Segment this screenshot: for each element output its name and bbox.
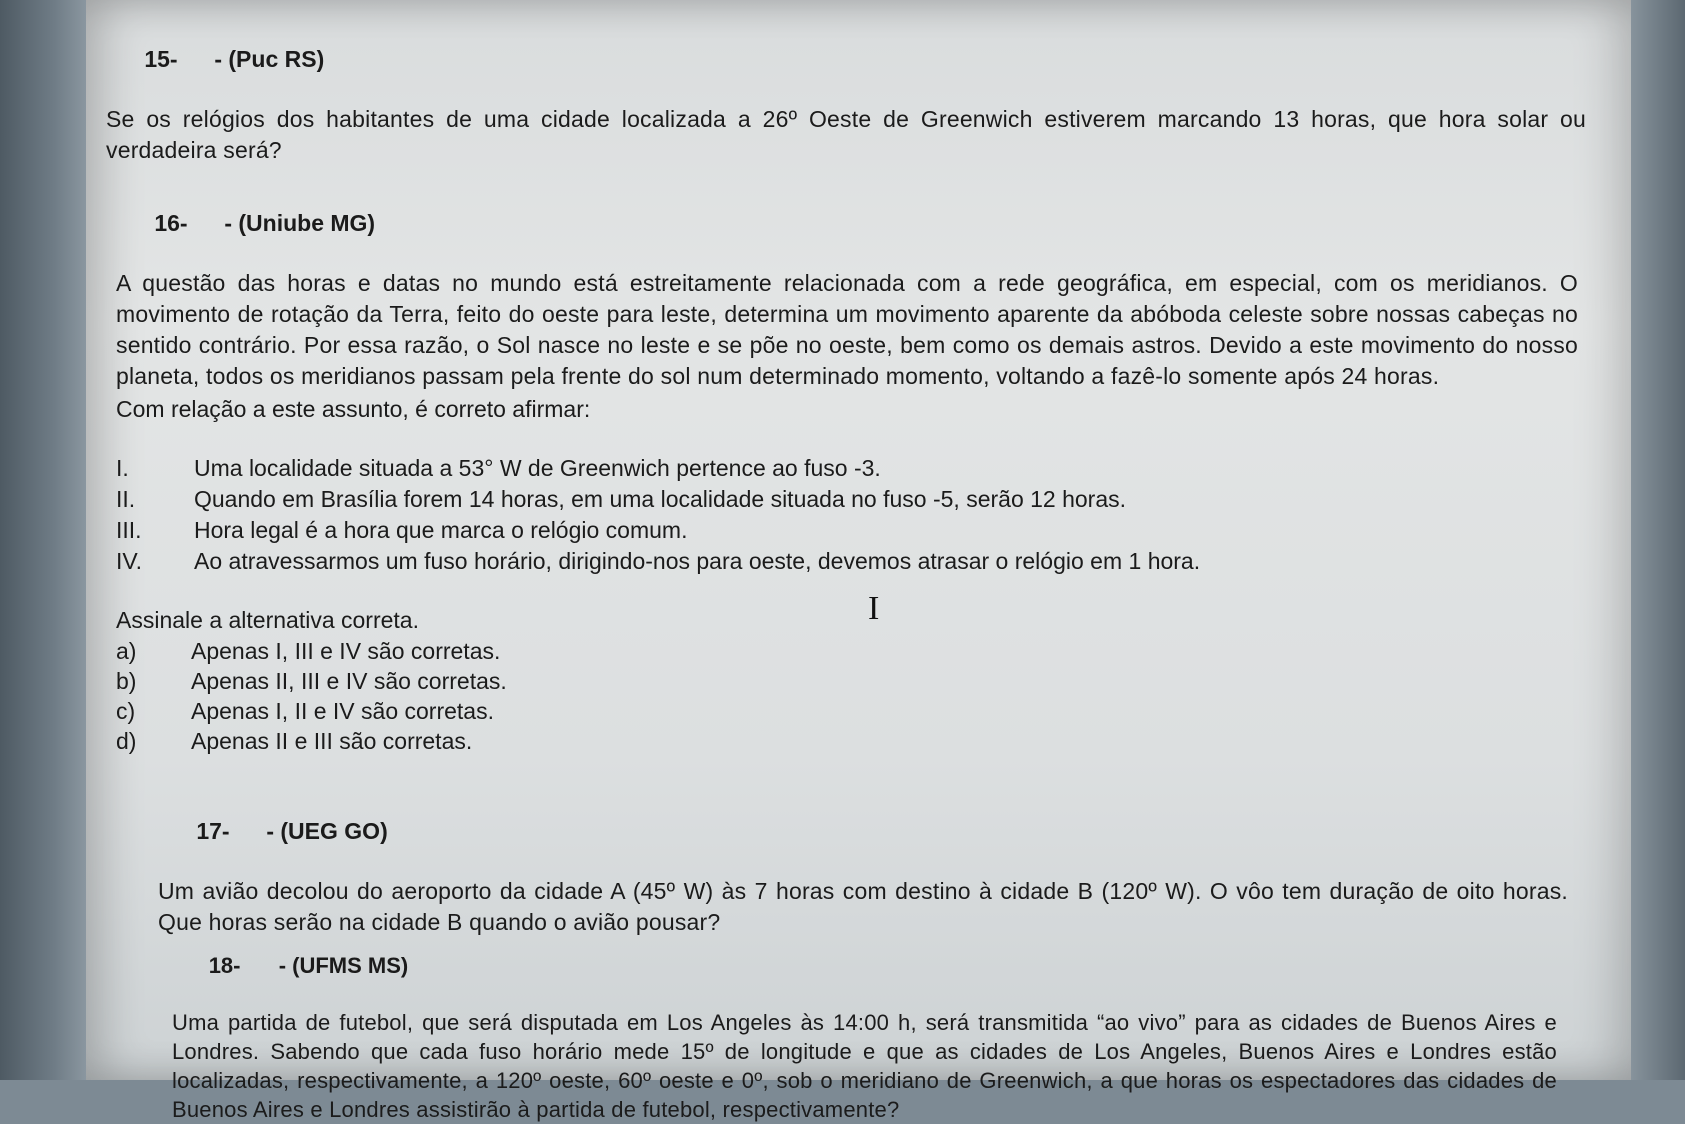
question-source: - (UFMS MS) — [278, 953, 409, 978]
question-number: 16- — [154, 210, 188, 236]
option-letter: d) — [116, 728, 137, 754]
option-text: Apenas II, III e IV são corretas. — [191, 668, 507, 694]
question-number: 17- — [196, 818, 230, 844]
answer-option — [116, 696, 1578, 726]
option-letter: b) — [116, 668, 137, 694]
monitor-bezel-right — [1625, 0, 1685, 1080]
question-source: - (Puc RS) — [214, 46, 325, 72]
monitor-bezel-left — [0, 0, 90, 1080]
question-instruction: Assinale a alternativa correta. — [116, 607, 419, 633]
question-text: Um avião decolou do aeroporto da cidade A (45º W) às 7 horas com destino à cidade B (120º W). O vôo tem duração de oito horas. Que horas serão na cidade B quando o avião pousar? — [158, 878, 1568, 935]
statement-item — [116, 546, 1578, 577]
question-15 — [106, 14, 1586, 166]
question-source: - (Uniube MG) — [224, 210, 376, 236]
statement-item — [116, 484, 1578, 515]
answer-option — [116, 666, 1578, 696]
option-text: Apenas II e III são corretas. — [191, 728, 473, 754]
answer-option — [116, 636, 1578, 666]
statement-text: Uma localidade situada a 53° W de Greenwich pertence ao fuso -3. — [194, 455, 881, 481]
question-header — [158, 786, 1568, 876]
text-cursor-icon: I — [868, 590, 880, 627]
statement-number: IV. — [116, 548, 143, 574]
statement-item — [116, 515, 1578, 546]
answer-option — [116, 726, 1578, 756]
question-number: 15- — [144, 46, 178, 72]
question-source: - (UEG GO) — [266, 818, 388, 844]
question-lead: Com relação a este assunto, é correto afirmar: — [116, 396, 591, 422]
statement-list — [116, 453, 1578, 577]
document-page — [86, 0, 1631, 1122]
question-text: A questão das horas e datas no mundo está estreitamente relacionada com a rede geográfica, em especial, com os meridianos. O movimento de rotação da Terra, feito do oeste para leste, determina um movimento aparente da abóboda celeste sobre nossas cabeças no sentido contrário. Por essa razão, o Sol nasce no leste e se põe no oeste, bem como os demais astros. Devido a este movimento do nosso planeta, todos os meridianos passam pela frente do sol num determinado momento, voltando a fazê-lo somente após 24 horas. — [116, 270, 1578, 389]
question-header — [116, 178, 1578, 268]
statement-text: Quando em Brasília forem 14 horas, em uma localidade situada no fuso -5, serão 12 horas. — [194, 486, 1127, 512]
question-number: 18- — [208, 953, 241, 978]
option-letter: a) — [116, 638, 137, 664]
statement-number: III. — [116, 517, 142, 543]
statement-item — [116, 453, 1578, 484]
question-17 — [158, 786, 1568, 938]
statement-number: I. — [116, 455, 129, 481]
option-text: Apenas I, III e IV são corretas. — [191, 638, 501, 664]
option-text: Apenas I, II e IV são corretas. — [191, 698, 494, 724]
question-16 — [116, 178, 1578, 756]
statement-number: II. — [116, 486, 136, 512]
answer-options — [116, 636, 1578, 756]
question-text: Uma partida de futebol, que será disputada em Los Angeles às 14:00 h, será transmitida “ao vivo” para as cidades de Buenos Aires e Londres. Sabendo que cada fuso horário mede 15º de longitude e que as cidades de Los Angeles, Buenos Aires e Londres estão localizadas, respectivamente, a 120º oeste, 60º oeste e 0º, sob o meridiano de Greenwich, a que horas os espectadores das cidades de Buenos Aires e Londres assistirão à partida de futebol, respectivamente? — [172, 1010, 1557, 1122]
question-text: Se os relógios dos habitantes de uma cidade localizada a 26º Oeste de Greenwich estiverem marcando 13 horas, que hora solar ou verdadeira será? — [106, 106, 1586, 163]
question-18 — [172, 924, 1557, 1124]
question-header — [106, 14, 1586, 104]
statement-text: Ao atravessarmos um fuso horário, dirigindo-nos para oeste, devemos atrasar o relógio em 1 hora. — [194, 548, 1201, 574]
question-header — [172, 924, 1557, 1008]
option-letter: c) — [116, 698, 136, 724]
statement-text: Hora legal é a hora que marca o relógio comum. — [194, 517, 688, 543]
